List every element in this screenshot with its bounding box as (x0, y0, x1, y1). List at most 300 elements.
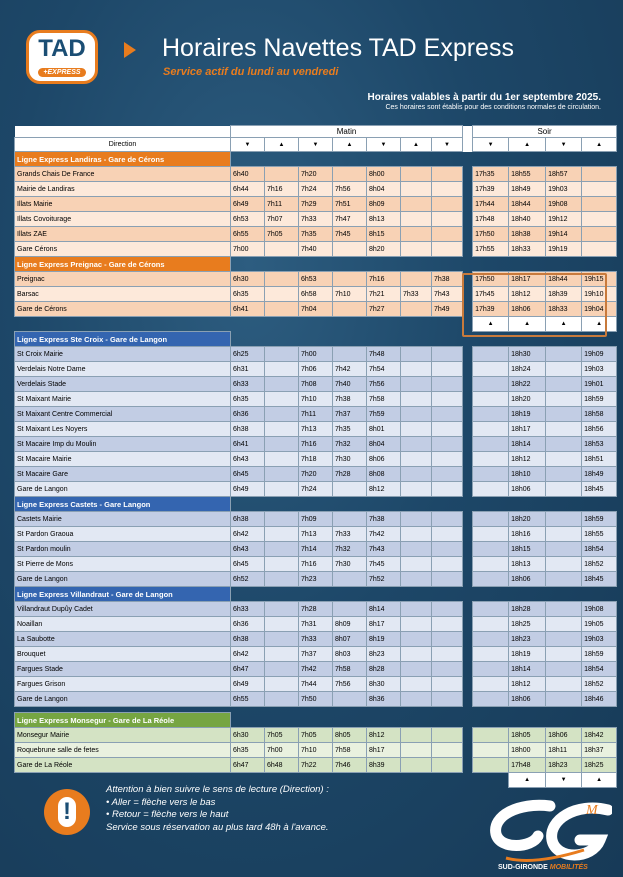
time-cell (546, 482, 582, 497)
blank-cell (582, 257, 617, 272)
time-cell (333, 572, 367, 587)
time-cell (432, 437, 463, 452)
time-cell (546, 677, 582, 692)
gap (463, 422, 473, 437)
time-cell (432, 212, 463, 227)
time-cell (265, 437, 299, 452)
time-cell: 6h58 (299, 287, 333, 302)
blank-cell (546, 497, 582, 512)
time-cell: 6h38 (231, 512, 265, 527)
time-cell: 18h39 (546, 287, 582, 302)
stop-row (15, 167, 617, 182)
time-cell: 7h58 (333, 743, 367, 758)
time-cell (432, 677, 463, 692)
time-cell (401, 662, 432, 677)
blank-cell (231, 713, 265, 728)
blank-cell (401, 317, 432, 332)
time-cell: 18h06 (509, 482, 546, 497)
time-cell: 17h39 (473, 182, 509, 197)
time-cell: 18h44 (509, 197, 546, 212)
time-cell (265, 287, 299, 302)
time-cell: 7h27 (367, 302, 401, 317)
time-cell (432, 572, 463, 587)
time-cell (432, 527, 463, 542)
gap (463, 512, 473, 527)
blank-cell (509, 152, 546, 167)
direction-arrow-icon: ▲ (473, 317, 509, 332)
stop-name: St Macaire Imp du Moulin (15, 437, 231, 452)
direction-notice (106, 784, 329, 834)
stop-name: Illats Covoiturage (15, 212, 231, 227)
blank-cell (546, 257, 582, 272)
line-name: Ligne Express Landiras - Gare de Cérons (15, 152, 231, 167)
time-cell: 18h25 (582, 758, 617, 773)
time-cell (546, 632, 582, 647)
time-cell (401, 482, 432, 497)
stop-row (15, 617, 617, 632)
time-cell (473, 467, 509, 482)
direction-arrow-icon: ▼ (432, 138, 463, 152)
blank-cell (473, 152, 509, 167)
time-cell: 8h17 (367, 617, 401, 632)
time-cell: 7h37 (333, 407, 367, 422)
blank-cell (265, 257, 299, 272)
time-cell: 8h12 (367, 482, 401, 497)
time-cell (582, 167, 617, 182)
time-cell (546, 527, 582, 542)
gap (463, 227, 473, 242)
time-cell: 17h50 (473, 227, 509, 242)
time-cell: 18h17 (509, 272, 546, 287)
stop-row (15, 632, 617, 647)
stop-row (15, 512, 617, 527)
blank-cell (401, 713, 432, 728)
time-cell (432, 467, 463, 482)
time-cell: 18h58 (582, 407, 617, 422)
time-cell: 7h43 (432, 287, 463, 302)
time-cell: 7h42 (333, 362, 367, 377)
time-cell (265, 392, 299, 407)
gap (463, 713, 473, 728)
time-cell: 18h52 (582, 557, 617, 572)
time-cell: 18h59 (582, 647, 617, 662)
time-cell: 8h01 (367, 422, 401, 437)
time-cell (265, 347, 299, 362)
line-name: Ligne Express Castets - Gare Langon (15, 497, 231, 512)
direction-arrow-icon: ▼ (473, 138, 509, 152)
time-cell (473, 347, 509, 362)
gap (463, 126, 473, 138)
blank-cell (367, 332, 401, 347)
gap (463, 212, 473, 227)
time-cell (546, 617, 582, 632)
time-cell: 18h06 (509, 692, 546, 707)
time-cell (265, 407, 299, 422)
stop-row (15, 437, 617, 452)
time-cell: 7h16 (367, 272, 401, 287)
blank-cell (333, 317, 367, 332)
direction-arrow-icon (473, 773, 509, 788)
time-cell (546, 647, 582, 662)
time-cell: 19h12 (546, 212, 582, 227)
time-cell: 18h06 (509, 302, 546, 317)
time-cell: 7h59 (367, 407, 401, 422)
time-cell: 18h16 (509, 527, 546, 542)
stop-name: Illats Mairie (15, 197, 231, 212)
time-cell: 17h48 (473, 212, 509, 227)
time-cell: 7h04 (299, 302, 333, 317)
time-cell: 6h45 (231, 467, 265, 482)
blank-cell (432, 587, 463, 602)
time-cell (265, 557, 299, 572)
time-cell (401, 272, 432, 287)
blank-cell (509, 713, 546, 728)
stop-name: Fargues Stade (15, 662, 231, 677)
blank-cell (367, 317, 401, 332)
time-cell: 7h42 (367, 527, 401, 542)
time-cell (401, 728, 432, 743)
blank-cell (473, 497, 509, 512)
time-cell: 18h30 (509, 347, 546, 362)
time-cell: 18h00 (509, 743, 546, 758)
time-cell: 18h19 (509, 647, 546, 662)
time-cell: 19h09 (582, 347, 617, 362)
time-cell: 19h10 (582, 287, 617, 302)
time-cell (401, 602, 432, 617)
time-cell: 8h17 (367, 743, 401, 758)
time-cell: 6h48 (265, 758, 299, 773)
time-cell (546, 467, 582, 482)
blank-cell (231, 332, 265, 347)
time-cell: 7h05 (265, 728, 299, 743)
time-cell (432, 347, 463, 362)
stop-row (15, 182, 617, 197)
time-cell: 7h05 (299, 728, 333, 743)
time-cell: 7h11 (265, 197, 299, 212)
gap (463, 452, 473, 467)
time-cell: 6h30 (231, 728, 265, 743)
time-cell: 7h37 (299, 647, 333, 662)
time-cell: 7h16 (299, 557, 333, 572)
blank-cell (432, 257, 463, 272)
time-cell (432, 602, 463, 617)
time-cell: 18h54 (582, 542, 617, 557)
time-cell (401, 557, 432, 572)
time-cell: 8h28 (367, 662, 401, 677)
time-cell (473, 632, 509, 647)
time-cell: 7h24 (299, 482, 333, 497)
time-cell (401, 743, 432, 758)
time-cell (401, 677, 432, 692)
time-cell: 17h45 (473, 287, 509, 302)
gap (463, 692, 473, 707)
time-cell: 7h21 (367, 287, 401, 302)
time-cell (473, 527, 509, 542)
blank-cell (401, 257, 432, 272)
logo-text: TAD (38, 35, 86, 62)
stop-row (15, 557, 617, 572)
stop-row (15, 347, 617, 362)
line-header-row (15, 497, 617, 512)
blank-cell (367, 257, 401, 272)
time-cell (432, 632, 463, 647)
time-cell (265, 422, 299, 437)
time-cell (265, 467, 299, 482)
time-cell (401, 527, 432, 542)
stop-name: Brouquet (15, 647, 231, 662)
time-cell (432, 167, 463, 182)
time-cell: 8h09 (367, 197, 401, 212)
blank-cell (401, 152, 432, 167)
direction-row (15, 138, 617, 152)
gap (463, 482, 473, 497)
time-cell: 17h48 (509, 758, 546, 773)
time-cell: 7h07 (265, 212, 299, 227)
time-cell (473, 452, 509, 467)
time-cell: 7h49 (432, 302, 463, 317)
tad-express-logo (26, 30, 98, 84)
time-cell (432, 242, 463, 257)
time-cell: 18h12 (509, 287, 546, 302)
time-cell (401, 302, 432, 317)
blank-cell (432, 152, 463, 167)
time-cell: 18h06 (509, 572, 546, 587)
time-cell: 8h20 (367, 242, 401, 257)
gap (463, 773, 473, 788)
time-cell: 8h19 (367, 632, 401, 647)
time-cell: 17h39 (473, 302, 509, 317)
time-cell: 7h56 (367, 377, 401, 392)
brand-letter: M (586, 803, 598, 818)
time-cell (546, 692, 582, 707)
time-cell: 18h23 (546, 758, 582, 773)
stop-name: Mairie de Landiras (15, 182, 231, 197)
time-cell (432, 617, 463, 632)
time-cell (401, 647, 432, 662)
line-header-row (15, 713, 617, 728)
stop-row (15, 743, 617, 758)
stop-row (15, 758, 617, 773)
time-cell (432, 743, 463, 758)
gap (463, 497, 473, 512)
time-cell: 18h54 (582, 662, 617, 677)
time-cell (265, 272, 299, 287)
line-header-row (15, 587, 617, 602)
time-cell: 19h03 (582, 632, 617, 647)
blank-cell (333, 497, 367, 512)
stop-name: St Pardon Graoua (15, 527, 231, 542)
time-cell (582, 182, 617, 197)
time-cell (432, 692, 463, 707)
time-cell (265, 632, 299, 647)
gap (463, 392, 473, 407)
gap (463, 542, 473, 557)
blank-cell (401, 497, 432, 512)
blank-cell (299, 152, 333, 167)
time-cell (265, 542, 299, 557)
time-cell: 6h43 (231, 452, 265, 467)
time-cell: 7h46 (333, 758, 367, 773)
blank-cell (265, 317, 299, 332)
notice-line: • Retour = flèche vers le haut (106, 809, 229, 820)
time-cell: 7h38 (367, 512, 401, 527)
time-cell: 7h47 (333, 212, 367, 227)
direction-arrow-icon: ▲ (509, 317, 546, 332)
time-cell (401, 452, 432, 467)
time-cell: 18h52 (582, 677, 617, 692)
time-cell: 18h51 (582, 452, 617, 467)
blank-cell (432, 317, 463, 332)
time-cell: 6h49 (231, 197, 265, 212)
time-cell: 18h28 (509, 602, 546, 617)
direction-arrow-icon: ▼ (546, 138, 582, 152)
time-cell: 8h05 (333, 728, 367, 743)
gap (463, 138, 473, 152)
time-cell: 18h40 (509, 212, 546, 227)
gap (463, 602, 473, 617)
time-cell: 7h31 (299, 617, 333, 632)
time-cell: 7h10 (299, 743, 333, 758)
blank-cell (333, 587, 367, 602)
time-cell (401, 362, 432, 377)
time-cell: 8h03 (333, 647, 367, 662)
stop-row (15, 692, 617, 707)
time-cell: 7h50 (299, 692, 333, 707)
time-cell: 7h45 (367, 557, 401, 572)
play-arrow-icon (124, 42, 136, 58)
gap (463, 572, 473, 587)
time-cell: 19h04 (582, 302, 617, 317)
direction-arrow-icon: ▲ (401, 138, 432, 152)
line-name: Ligne Express Ste Croix - Gare de Langon (15, 332, 231, 347)
preignac-evening-highlight (462, 273, 607, 337)
time-cell: 8h04 (367, 437, 401, 452)
gap (463, 152, 473, 167)
time-cell: 7h43 (367, 542, 401, 557)
blank-cell (333, 257, 367, 272)
time-cell (333, 602, 367, 617)
blank-cell (333, 773, 367, 788)
stop-name: St Maixant Centre Commercial (15, 407, 231, 422)
time-cell: 7h28 (333, 467, 367, 482)
time-cell: 6h42 (231, 647, 265, 662)
time-cell (432, 182, 463, 197)
gap (463, 758, 473, 773)
time-cell: 18h14 (509, 437, 546, 452)
stop-name: Gare de La Réole (15, 758, 231, 773)
stop-name: St Pierre de Mons (15, 557, 231, 572)
stop-name: St Croix Mairie (15, 347, 231, 362)
blank-cell (333, 332, 367, 347)
time-cell: 6h33 (231, 377, 265, 392)
blank-cell (299, 317, 333, 332)
time-cell: 18h59 (582, 512, 617, 527)
stop-row (15, 377, 617, 392)
time-cell: 7h33 (299, 212, 333, 227)
time-cell: 6h33 (231, 602, 265, 617)
time-cell (265, 617, 299, 632)
gap (463, 677, 473, 692)
time-cell: 7h00 (231, 242, 265, 257)
time-cell: 18h25 (509, 617, 546, 632)
time-cell (265, 362, 299, 377)
time-cell: 19h08 (546, 197, 582, 212)
time-cell: 17h35 (473, 167, 509, 182)
time-cell (401, 422, 432, 437)
time-cell: 6h42 (231, 527, 265, 542)
blank-cell (299, 332, 333, 347)
stop-row (15, 392, 617, 407)
blank-cell (231, 257, 265, 272)
time-cell: 7h23 (299, 572, 333, 587)
time-cell (546, 377, 582, 392)
time-cell: 18h33 (546, 302, 582, 317)
time-cell (265, 662, 299, 677)
time-cell: 19h15 (582, 272, 617, 287)
time-cell (432, 758, 463, 773)
time-cell (473, 362, 509, 377)
time-cell: 19h03 (582, 362, 617, 377)
time-cell: 7h13 (299, 422, 333, 437)
time-cell: 18h42 (582, 728, 617, 743)
page-subtitle: Service actif du lundi au vendredi (163, 66, 339, 78)
time-cell (265, 302, 299, 317)
blank-cell (582, 497, 617, 512)
time-cell: 18h53 (582, 437, 617, 452)
stop-name: St Macaire Mairie (15, 452, 231, 467)
stop-name: Preignac (15, 272, 231, 287)
time-cell: 7h48 (367, 347, 401, 362)
direction-arrow-icon: ▲ (265, 138, 299, 152)
time-cell: 7h24 (299, 182, 333, 197)
time-cell (265, 452, 299, 467)
blank-cell (265, 713, 299, 728)
gap (463, 557, 473, 572)
direction-label: Direction (15, 138, 231, 152)
time-cell (473, 662, 509, 677)
time-cell: 7h28 (299, 602, 333, 617)
time-cell (473, 482, 509, 497)
time-cell (401, 467, 432, 482)
time-cell (473, 758, 509, 773)
time-cell: 7h32 (333, 542, 367, 557)
time-cell: 7h38 (333, 392, 367, 407)
time-cell (432, 392, 463, 407)
gap (463, 527, 473, 542)
stop-row (15, 227, 617, 242)
gap (463, 407, 473, 422)
time-cell (546, 662, 582, 677)
time-cell: 7h09 (299, 512, 333, 527)
time-cell: 18h20 (509, 512, 546, 527)
blank-cell (299, 713, 333, 728)
time-cell: 6h44 (231, 182, 265, 197)
notice-line: • Aller = flèche vers le bas (106, 796, 216, 808)
time-cell: 6h41 (231, 437, 265, 452)
blank-cell (367, 773, 401, 788)
time-cell: 18h24 (509, 362, 546, 377)
time-cell (265, 377, 299, 392)
blank-cell (299, 587, 333, 602)
blank-cell (432, 773, 463, 788)
time-cell: 6h35 (231, 287, 265, 302)
time-cell (473, 557, 509, 572)
time-cell: 7h06 (299, 362, 333, 377)
time-cell (546, 437, 582, 452)
time-cell (432, 542, 463, 557)
time-cell (432, 407, 463, 422)
time-cell: 6h30 (231, 272, 265, 287)
